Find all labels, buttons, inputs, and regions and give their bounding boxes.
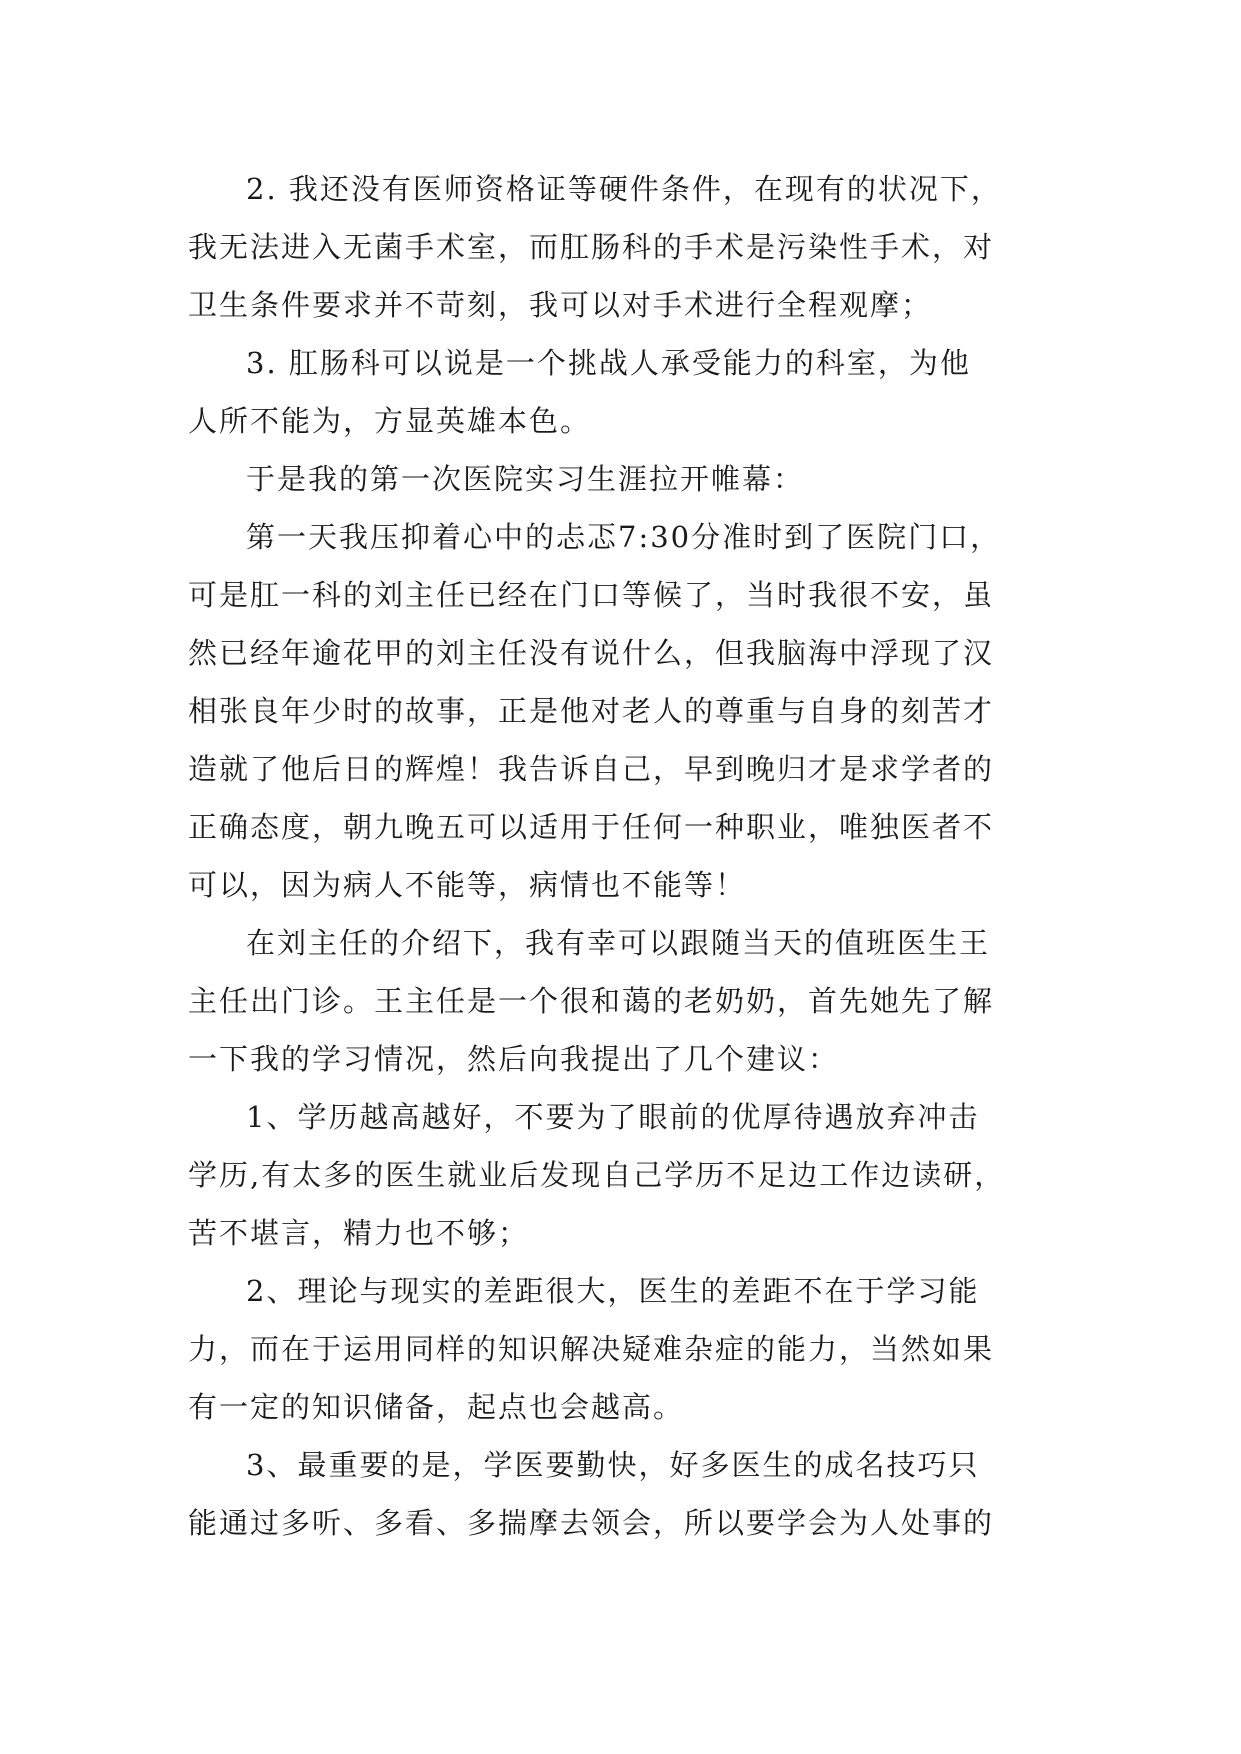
- paragraph-director-wang: 在刘主任的介绍下，我有幸可以跟随当天的值班医生王 主任出门诊。王主任是一个很和蔼的老奶奶，首先她先了解 一下我的学习情况，然后向我提出了几个建议：: [188, 926, 995, 1076]
- paragraph-advice-1: 1、学历越高越好，不要为了眼前的优厚待遇放弃冲击 学历,有太多的医生就业后发现自己学历不足边工作边读研， 苦不堪言，精力也不够；: [188, 1100, 1006, 1250]
- paragraph-first-day: 第一天我压抑着心中的忐忑7:30分准时到了医院门口， 可是肛一科的刘主任已经在门口等候了，当时我很不安，虽 然已经年逾花甲的刘主任没有说什么，但我脑海中浮现了汉 相张良年少时的故事，正是他对老人的尊重与自身的刻苦才 造就了他后日的辉煌！我告诉自己，早到晚归才是求学者的 正确态度，朝九晚五可以适用于任何一种职业，唯独医者不 可以，因为病人不能等，病情也不能等！: [188, 520, 1002, 902]
- paragraph-item-3-challenge: 3. 肛肠科可以说是一个挑战人承受能力的科室，为他 人所不能为，方显英雄本色。: [188, 346, 971, 438]
- paragraph-advice-2: 2、理论与现实的差距很大，医生的差距不在于学习能 力，而在于运用同样的知识解决疑难杂症的能力，当然如果 有一定的知识储备，起点也会越高。: [188, 1274, 995, 1424]
- document-body: [188, 160, 1054, 1552]
- paragraph-advice-3: 3、最重要的是，学医要勤快，好多医生的成名技巧只 能通过多听、多看、多揣摩去领会，所以要学会为人处事的: [188, 1448, 995, 1540]
- paragraph-item-2-no-license: 2. 我还没有医师资格证等硬件条件，在现有的状况下， 我无法进入无菌手术室，而肛肠科的手术是污染性手术，对 卫生条件要求并不苛刻，我可以对手术进行全程观摩；: [188, 172, 1002, 322]
- paragraph-internship-start: 于是我的第一次医院实习生涯拉开帷幕：: [246, 462, 805, 496]
